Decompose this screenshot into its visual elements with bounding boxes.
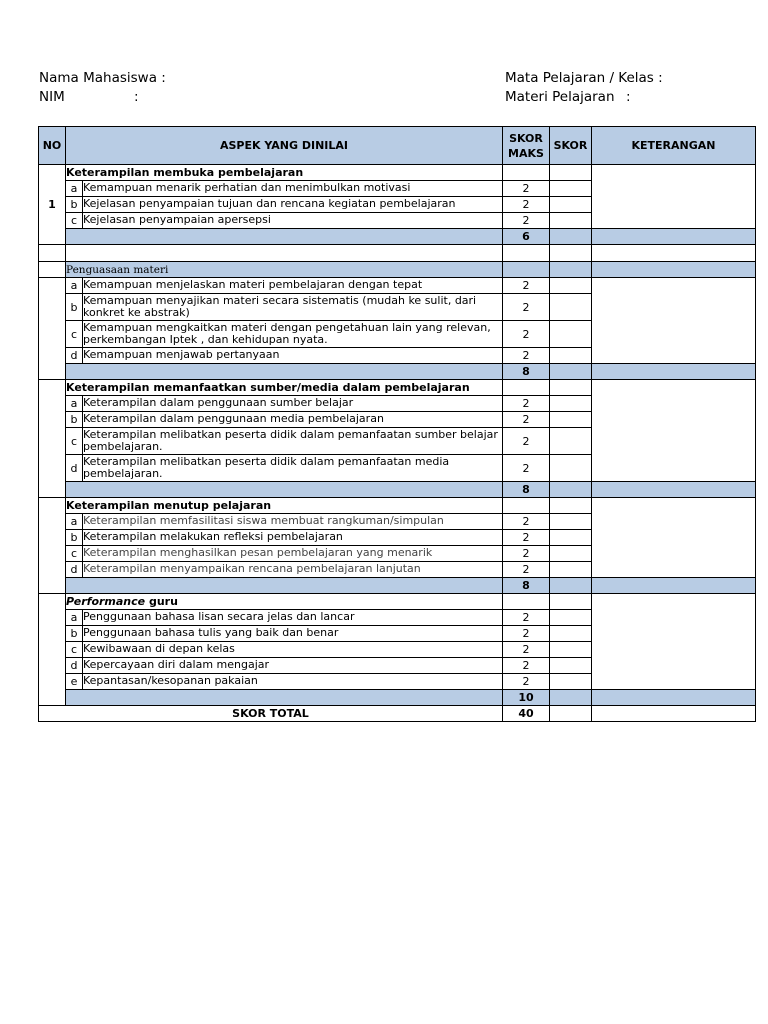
item-text: Keterampilan dalam penggunaan media pembelajaran [83,412,503,428]
max-score-cell: 2 [503,278,550,294]
spacer-row [39,245,756,262]
col-aspect-header: ASPEK YANG DINILAI [66,127,503,165]
item-text: Penggunaan bahasa tulis yang baik dan benar [83,626,503,642]
item-text: Kemampuan menyajikan materi secara sistematis (mudah ke sulit, dari konkret ke abstrak) [83,294,503,321]
item-text: Keterampilan memfasilitasi siswa membuat rangkuman/simpulan [83,514,503,530]
score-cell[interactable] [550,642,592,658]
score-cell[interactable] [550,455,592,482]
note-cell[interactable] [592,380,756,482]
spacer-cell [39,245,66,262]
item-letter: c [66,428,83,455]
item-letter: b [66,412,83,428]
total-note-cell [592,706,756,722]
subtotal-score-cell[interactable] [550,690,592,706]
nim-colon: : [134,89,139,105]
score-cell[interactable] [550,278,592,294]
max-score-cell: 2 [503,348,550,364]
total-label: SKOR TOTAL [39,706,503,722]
item-text: Keterampilan melibatkan peserta didik dalam pemanfaatan sumber belajar pembelajaran. [83,428,503,455]
score-cell[interactable] [550,562,592,578]
section-number [39,594,66,706]
col-no-header: NO [39,127,66,165]
section-title: Keterampilan membuka pembelajaran [66,165,503,181]
note-cell[interactable] [592,262,756,278]
score-cell[interactable] [550,181,592,197]
score-cell[interactable] [550,498,592,514]
max-score-cell [503,380,550,396]
total-score-cell[interactable] [550,706,592,722]
item-letter: b [66,294,83,321]
table-header-row [39,127,756,165]
subtotal-note-cell [592,482,756,498]
item-text: Keterampilan menyampaikan rencana pembelajaran lanjutan [83,562,503,578]
item-text: Kepantasan/kesopanan pakaian [83,674,503,690]
max-score-cell: 2 [503,428,550,455]
subtotal-label-cell [66,229,503,245]
score-cell[interactable] [550,658,592,674]
assessment-table [38,126,756,722]
item-text: Kejelasan penyampaian tujuan dan rencana kegiatan pembelajaran [83,197,503,213]
section-title: Keterampilan memanfaatkan sumber/media dalam pembelajaran [66,380,503,396]
note-cell[interactable] [592,278,756,364]
item-text: Kewibawaan di depan kelas [83,642,503,658]
max-score-cell: 2 [503,626,550,642]
item-letter: a [66,514,83,530]
max-score-cell: 2 [503,658,550,674]
score-cell[interactable] [550,428,592,455]
subtotal-label-cell [66,364,503,380]
item-letter: d [66,348,83,364]
section-title-italic: Performance [66,595,146,608]
section-title-row [39,165,756,181]
item-letter: b [66,197,83,213]
max-score-cell: 2 [503,562,550,578]
item-text: Kemampuan menjawab pertanyaan [83,348,503,364]
subtotal-score-cell[interactable] [550,229,592,245]
subtotal-value: 8 [503,578,550,594]
item-letter: b [66,626,83,642]
score-cell[interactable] [550,674,592,690]
item-letter: c [66,321,83,348]
subtotal-label-cell [66,482,503,498]
score-cell[interactable] [550,294,592,321]
spacer-cell [592,245,756,262]
score-cell[interactable] [550,197,592,213]
section-number [39,498,66,594]
subtotal-label-cell [66,578,503,594]
score-cell[interactable] [550,412,592,428]
subtotal-note-cell [592,578,756,594]
subtotal-label-cell [66,690,503,706]
score-cell[interactable] [550,262,592,278]
score-cell[interactable] [550,626,592,642]
item-letter: a [66,396,83,412]
total-row [39,706,756,722]
max-score-cell: 2 [503,455,550,482]
col-score-header: SKOR [550,127,592,165]
section-title-text: Penguasaan materi [66,264,169,276]
item-letter: b [66,530,83,546]
total-max-value: 40 [503,706,550,722]
spacer-cell [503,245,550,262]
item-text: Keterampilan melibatkan peserta didik dalam pemanfaatan media pembelajaran. [83,455,503,482]
subtotal-row [39,229,756,245]
note-cell[interactable] [592,594,756,690]
col-note-header: KETERANGAN [592,127,756,165]
item-letter: e [66,674,83,690]
item-letter: a [66,181,83,197]
section-title-rest: guru [148,595,178,608]
section-title [66,262,503,278]
max-score-cell: 2 [503,412,550,428]
nim-label: NIM [39,89,65,105]
subtotal-value: 8 [503,482,550,498]
item-text: Keterampilan menghasilkan pesan pembelajaran yang menarik [83,546,503,562]
item-text: Penggunaan bahasa lisan secara jelas dan lancar [83,610,503,626]
section-number-cell [39,278,66,380]
section-title-row [39,380,756,396]
subtotal-score-cell[interactable] [550,578,592,594]
item-letter: d [66,658,83,674]
subtotal-row [39,690,756,706]
max-score-cell: 2 [503,396,550,412]
max-score-cell: 2 [503,546,550,562]
item-text: Kemampuan menarik perhatian dan menimbulkan motivasi [83,181,503,197]
subtotal-value: 6 [503,229,550,245]
subtotal-score-cell[interactable] [550,364,592,380]
max-score-cell [503,498,550,514]
item-letter: a [66,610,83,626]
max-score-cell: 2 [503,197,550,213]
item-text: Kejelasan penyampaian apersepsi [83,213,503,229]
item-letter: d [66,455,83,482]
section-number [39,380,66,498]
item-letter: a [66,278,83,294]
section-title [66,594,503,610]
subtotal-row [39,364,756,380]
item-text: Keterampilan dalam penggunaan sumber belajar [83,396,503,412]
score-cell[interactable] [550,348,592,364]
section-title-row [39,498,756,514]
subtotal-value: 10 [503,690,550,706]
note-cell[interactable] [592,498,756,578]
item-text: Kepercayaan diri dalam mengajar [83,658,503,674]
section-number: 1 [39,165,66,245]
score-cell[interactable] [550,165,592,181]
max-score-cell: 2 [503,514,550,530]
material-colon: : [626,89,631,105]
score-cell[interactable] [550,213,592,229]
spacer-cell [550,245,592,262]
item-letter: c [66,642,83,658]
item-letter: d [66,562,83,578]
subtotal-note-cell [592,690,756,706]
score-cell[interactable] [550,380,592,396]
item-text: Kemampuan menjelaskan materi pembelajaran dengan tepat [83,278,503,294]
subtotal-row [39,578,756,594]
score-cell[interactable] [550,610,592,626]
item-letter: c [66,546,83,562]
score-cell[interactable] [550,321,592,348]
item-text: Keterampilan melakukan refleksi pembelajaran [83,530,503,546]
max-score-cell: 2 [503,674,550,690]
item-letter: c [66,213,83,229]
section-title-row [39,594,756,610]
score-cell[interactable] [550,594,592,610]
max-score-cell [503,262,550,278]
subtotal-note-cell [592,229,756,245]
max-score-cell: 2 [503,642,550,658]
item-text: Kemampuan mengkaitkan materi dengan pengetahuan lain yang relevan, perkembangan Iptek , dan kehidupan nyata. [83,321,503,348]
score-cell[interactable] [550,396,592,412]
score-cell[interactable] [550,546,592,562]
score-cell[interactable] [550,514,592,530]
table-row [39,278,756,294]
score-cell[interactable] [550,530,592,546]
spacer-cell [66,245,503,262]
subtotal-row [39,482,756,498]
subject-class-label: Mata Pelajaran / Kelas : [505,70,663,86]
section-title: Keterampilan menutup pelajaran [66,498,503,514]
material-label: Materi Pelajaran [505,89,615,105]
max-score-cell: 2 [503,610,550,626]
note-cell[interactable] [592,165,756,229]
max-score-cell [503,165,550,181]
max-score-cell: 2 [503,530,550,546]
student-name-label: Nama Mahasiswa : [39,70,166,86]
max-score-cell: 2 [503,181,550,197]
subtotal-score-cell[interactable] [550,482,592,498]
max-score-cell: 2 [503,213,550,229]
col-max-header: SKOR MAKS [503,127,550,165]
max-score-cell [503,594,550,610]
section-title-row [39,262,756,278]
subtotal-note-cell [592,364,756,380]
subtotal-value: 8 [503,364,550,380]
max-score-cell: 2 [503,294,550,321]
section-number [39,262,66,278]
max-score-cell: 2 [503,321,550,348]
